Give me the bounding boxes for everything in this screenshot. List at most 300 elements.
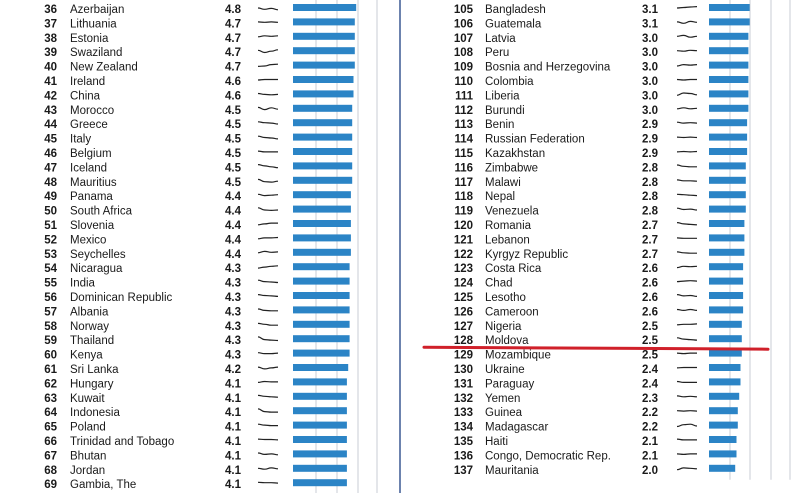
- rank-label: 69: [44, 479, 57, 492]
- score-label: 2.9: [642, 119, 658, 132]
- country-label: Italy: [70, 133, 92, 146]
- score-label: 2.7: [642, 220, 658, 232]
- score-bar: [709, 263, 743, 270]
- score-label: 2.2: [642, 407, 658, 420]
- score-label: 2.8: [642, 191, 658, 204]
- score-bar: [293, 249, 351, 256]
- rank-label: 49: [44, 191, 57, 204]
- score-label: 3.0: [642, 90, 658, 103]
- score-label: 4.1: [225, 464, 241, 477]
- trend-sparkline: [258, 80, 278, 81]
- score-bar: [293, 465, 347, 472]
- trend-sparkline: [677, 454, 697, 455]
- score-label: 4.3: [225, 306, 241, 319]
- country-label: Estonia: [70, 32, 109, 45]
- score-bar: [709, 422, 738, 429]
- score-bar: [709, 62, 748, 69]
- country-label: Congo, Democratic Rep.: [485, 450, 611, 463]
- score-label: 2.4: [642, 378, 658, 391]
- country-label: Belgium: [70, 148, 112, 160]
- rank-label: 38: [44, 32, 57, 45]
- score-label: 3.1: [642, 4, 658, 16]
- country-label: Ukraine: [485, 364, 525, 376]
- score-bar: [709, 350, 742, 357]
- score-label: 2.1: [642, 436, 658, 448]
- trend-sparkline: [677, 194, 697, 195]
- score-bar: [293, 90, 354, 97]
- score-bar: [293, 306, 350, 313]
- score-label: 3.0: [642, 76, 658, 88]
- rank-label: 117: [454, 176, 473, 189]
- score-bar: [293, 62, 355, 69]
- trend-sparkline: [258, 94, 278, 95]
- score-bar: [709, 191, 746, 198]
- trend-sparkline: [677, 35, 697, 37]
- rank-label: 109: [453, 61, 473, 74]
- rank-label: 114: [454, 133, 473, 146]
- score-label: 2.2: [642, 421, 658, 434]
- country-label: Cameroon: [485, 306, 539, 319]
- trend-sparkline: [258, 8, 278, 10]
- score-bar: [293, 76, 354, 83]
- rank-label: 48: [44, 176, 57, 189]
- trend-sparkline: [677, 108, 697, 109]
- rank-label: 124: [453, 277, 473, 290]
- rank-label: 127: [453, 320, 473, 333]
- score-bar: [293, 206, 351, 213]
- score-label: 4.4: [225, 205, 241, 218]
- rank-label: 137: [453, 464, 473, 477]
- score-bar: [709, 393, 739, 400]
- rank-label: 107: [453, 32, 473, 45]
- score-label: 4.3: [225, 292, 241, 304]
- rank-label: 44: [44, 119, 57, 132]
- score-bar: [293, 335, 350, 342]
- rank-label: 39: [44, 47, 57, 60]
- trend-sparkline: [677, 382, 697, 383]
- score-bar: [293, 18, 355, 25]
- score-bar: [709, 278, 743, 285]
- trend-sparkline: [258, 482, 278, 483]
- score-bar: [293, 450, 347, 457]
- country-label: Nigeria: [485, 320, 522, 333]
- score-label: 4.4: [225, 234, 241, 247]
- rank-label: 125: [453, 292, 473, 304]
- rank-label: 67: [44, 450, 57, 463]
- score-bar: [293, 4, 356, 11]
- score-label: 4.7: [225, 47, 241, 60]
- trend-sparkline: [677, 50, 697, 51]
- score-bar: [709, 450, 737, 457]
- rank-label: 53: [44, 248, 57, 261]
- country-label: Bhutan: [70, 450, 107, 463]
- country-label: Mozambique: [485, 349, 551, 362]
- trend-sparkline: [258, 353, 278, 354]
- country-label: Lesotho: [485, 292, 526, 304]
- score-label: 4.5: [225, 148, 241, 160]
- score-bar: [709, 220, 744, 227]
- trend-sparkline: [258, 36, 278, 37]
- country-label: Swaziland: [70, 47, 123, 60]
- score-bar: [293, 119, 352, 126]
- trend-sparkline: [677, 21, 697, 23]
- score-bar: [709, 321, 742, 328]
- country-label: Thailand: [70, 335, 115, 348]
- country-label: Mauritania: [485, 464, 539, 477]
- country-label: China: [70, 90, 101, 103]
- score-label: 2.4: [642, 364, 658, 376]
- score-bar: [293, 422, 347, 429]
- rank-label: 55: [44, 277, 57, 290]
- rank-label: 112: [454, 104, 473, 117]
- score-label: 4.1: [225, 378, 241, 391]
- trend-sparkline: [677, 424, 697, 426]
- rank-label: 120: [453, 220, 473, 232]
- score-bar: [709, 162, 746, 169]
- country-label: Dominican Republic: [70, 292, 173, 304]
- score-bar: [709, 407, 738, 414]
- trend-sparkline: [258, 395, 278, 397]
- rank-label: 59: [44, 335, 57, 348]
- trend-sparkline: [258, 251, 278, 252]
- rank-label: 129: [453, 349, 473, 362]
- country-label: Malawi: [485, 176, 521, 189]
- trend-sparkline: [258, 151, 278, 152]
- country-label: Liberia: [485, 90, 520, 103]
- score-label: 3.1: [642, 18, 658, 31]
- score-bar: [293, 263, 350, 270]
- rank-label: 108: [453, 47, 473, 60]
- score-label: 2.8: [642, 205, 658, 218]
- country-label: Guatemala: [485, 18, 542, 31]
- score-bar: [293, 47, 355, 54]
- country-label: Romania: [485, 220, 532, 232]
- score-bar: [709, 18, 750, 25]
- score-bar: [293, 33, 355, 40]
- rank-label: 57: [44, 306, 57, 319]
- rank-label: 118: [454, 191, 473, 204]
- rank-label: 60: [44, 349, 57, 362]
- trend-sparkline: [258, 223, 278, 225]
- trend-sparkline: [677, 208, 697, 210]
- score-label: 4.4: [225, 191, 241, 204]
- country-label: Zimbabwe: [485, 162, 539, 175]
- country-label: Jordan: [70, 464, 106, 477]
- country-label: India: [70, 277, 95, 290]
- country-label: Mexico: [70, 234, 107, 247]
- country-label: Venezuela: [485, 205, 539, 218]
- trend-sparkline: [258, 323, 278, 325]
- trend-sparkline: [677, 468, 697, 470]
- score-bar: [709, 378, 741, 385]
- country-label: Slovenia: [70, 220, 115, 232]
- country-label: Panama: [70, 191, 113, 204]
- trend-sparkline: [677, 266, 697, 267]
- country-label: Bosnia and Herzegovina: [485, 61, 611, 74]
- score-label: 4.1: [225, 450, 241, 463]
- score-bar: [293, 393, 347, 400]
- country-label: Norway: [70, 320, 109, 333]
- score-bar: [709, 292, 743, 299]
- score-label: 4.8: [225, 4, 241, 16]
- rank-label: 37: [44, 18, 57, 31]
- score-label: 2.3: [642, 392, 658, 405]
- trend-sparkline: [677, 353, 697, 354]
- country-label: Lithuania: [70, 18, 117, 31]
- score-bar: [709, 119, 747, 126]
- rank-label: 68: [44, 464, 57, 477]
- score-bar: [709, 105, 748, 112]
- trend-sparkline: [677, 439, 697, 440]
- country-label: Bangladesh: [485, 4, 546, 16]
- trend-sparkline: [258, 122, 278, 124]
- trend-sparkline: [677, 80, 697, 81]
- country-label: Russian Federation: [485, 133, 585, 146]
- rank-label: 126: [453, 306, 473, 319]
- score-label: 4.1: [225, 479, 241, 492]
- rank-label: 131: [453, 378, 473, 391]
- score-label: 2.9: [642, 133, 658, 146]
- score-bar: [293, 436, 347, 443]
- trend-sparkline: [677, 281, 697, 282]
- country-label: Azerbaijan: [70, 4, 125, 16]
- country-label: Seychelles: [70, 248, 126, 261]
- score-label: 4.5: [225, 104, 241, 117]
- score-bar: [709, 134, 747, 141]
- trend-sparkline: [258, 266, 278, 268]
- score-bar: [709, 148, 747, 155]
- trend-sparkline: [258, 64, 278, 66]
- score-bar: [709, 47, 748, 54]
- score-label: 2.8: [642, 162, 658, 175]
- score-bar: [709, 249, 744, 256]
- score-bar: [709, 234, 744, 241]
- country-label: Burundi: [485, 104, 525, 117]
- rank-label: 42: [44, 90, 57, 103]
- country-label: Latvia: [485, 32, 516, 45]
- country-label: Hungary: [70, 378, 114, 391]
- rank-label: 113: [454, 119, 473, 132]
- rank-label: 132: [453, 392, 473, 405]
- country-label: Chad: [485, 277, 513, 290]
- score-bar: [709, 177, 746, 184]
- score-bar: [293, 148, 352, 155]
- score-bar: [709, 364, 741, 371]
- country-label: Lebanon: [485, 234, 530, 247]
- score-bar: [293, 479, 347, 486]
- country-label: Madagascar: [485, 421, 549, 434]
- trend-sparkline: [258, 165, 278, 168]
- score-bar: [293, 105, 352, 112]
- rank-label: 136: [453, 450, 473, 463]
- rank-label: 121: [453, 234, 473, 247]
- trend-sparkline: [258, 280, 278, 282]
- country-label: Gambia, The: [70, 479, 137, 492]
- rank-label: 119: [454, 205, 473, 218]
- score-label: 2.0: [642, 464, 658, 477]
- score-bar: [709, 33, 748, 40]
- score-label: 2.1: [642, 450, 658, 463]
- score-label: 4.5: [225, 133, 241, 146]
- rank-label: 50: [44, 205, 57, 218]
- country-label: Nepal: [485, 191, 516, 204]
- country-label: Morocco: [70, 104, 115, 117]
- country-label: Colombia: [485, 76, 534, 88]
- score-bar: [709, 76, 748, 83]
- score-label: 4.7: [225, 32, 241, 45]
- score-bar: [293, 350, 350, 357]
- rank-label: 106: [453, 18, 473, 31]
- country-label: South Africa: [70, 205, 133, 218]
- trend-sparkline: [677, 165, 697, 167]
- rank-label: 128: [453, 335, 473, 348]
- score-bar: [293, 177, 352, 184]
- score-label: 4.5: [225, 176, 241, 189]
- score-label: 2.5: [642, 335, 658, 348]
- score-label: 4.3: [225, 349, 241, 362]
- score-label: 2.7: [642, 248, 658, 261]
- score-label: 4.2: [225, 364, 241, 376]
- score-label: 4.3: [225, 320, 241, 333]
- trend-sparkline: [258, 337, 278, 341]
- trend-sparkline: [677, 180, 697, 181]
- score-bar: [709, 206, 746, 213]
- country-label: Sri Lanka: [70, 364, 119, 376]
- score-bar: [293, 407, 347, 414]
- score-label: 2.5: [642, 320, 658, 333]
- rank-label: 63: [44, 392, 57, 405]
- score-label: 4.3: [225, 263, 241, 276]
- score-label: 4.5: [225, 162, 241, 175]
- score-label: 2.6: [642, 306, 658, 319]
- score-label: 4.1: [225, 436, 241, 448]
- trend-sparkline: [677, 122, 697, 123]
- rank-label: 54: [44, 263, 57, 276]
- trend-sparkline: [258, 136, 278, 139]
- score-bar: [293, 364, 348, 371]
- country-label: Kuwait: [70, 392, 105, 405]
- rank-label: 122: [453, 248, 473, 261]
- trend-sparkline: [258, 295, 278, 297]
- rank-label: 47: [44, 162, 57, 175]
- trend-sparkline: [258, 238, 278, 239]
- country-label: Yemen: [485, 392, 521, 405]
- rank-label: 52: [44, 234, 57, 247]
- trend-sparkline: [677, 7, 697, 8]
- country-label: Albania: [70, 306, 109, 319]
- trend-sparkline: [258, 453, 278, 455]
- rank-label: 66: [44, 436, 57, 448]
- country-label: Haiti: [485, 436, 509, 448]
- score-bar: [293, 378, 347, 385]
- rank-label: 58: [44, 320, 57, 333]
- score-bar: [709, 90, 748, 97]
- trend-sparkline: [258, 409, 278, 412]
- trend-sparkline: [258, 367, 278, 369]
- score-label: 3.0: [642, 47, 658, 60]
- score-bar: [709, 436, 737, 443]
- rank-label: 65: [44, 421, 57, 434]
- score-label: 2.6: [642, 263, 658, 276]
- score-label: 4.6: [225, 76, 241, 88]
- trend-sparkline: [258, 194, 278, 195]
- score-bar: [293, 191, 351, 198]
- score-label: 3.0: [642, 32, 658, 45]
- score-label: 2.9: [642, 148, 658, 160]
- trend-sparkline: [677, 252, 697, 253]
- trend-sparkline: [677, 396, 697, 397]
- score-bar: [293, 162, 352, 169]
- rank-label: 115: [454, 148, 473, 160]
- country-label: Kyrgyz Republic: [485, 248, 569, 261]
- score-label: 4.3: [225, 335, 241, 348]
- score-bar: [293, 234, 351, 241]
- country-label: Nicaragua: [70, 263, 123, 276]
- trend-sparkline: [677, 223, 697, 225]
- rank-label: 116: [454, 162, 473, 175]
- country-label: Costa Rica: [485, 263, 542, 276]
- rank-label: 36: [44, 4, 57, 16]
- score-bar: [293, 321, 350, 328]
- trend-sparkline: [258, 107, 278, 109]
- score-label: 2.8: [642, 176, 658, 189]
- trend-sparkline: [677, 324, 697, 325]
- score-bar: [293, 278, 350, 285]
- score-label: 2.6: [642, 292, 658, 304]
- rank-label: 111: [455, 90, 473, 103]
- trend-sparkline: [258, 309, 278, 311]
- score-label: 3.0: [642, 104, 658, 117]
- country-label: Ireland: [70, 76, 106, 88]
- highlight-line: [424, 347, 768, 349]
- trend-sparkline: [258, 179, 278, 182]
- country-label: Poland: [70, 421, 106, 434]
- rank-label: 41: [44, 76, 57, 88]
- country-label: Mauritius: [70, 176, 117, 189]
- score-label: 4.1: [225, 421, 241, 434]
- country-label: Trinidad and Tobago: [70, 436, 175, 448]
- rank-label: 61: [44, 364, 57, 376]
- score-label: 4.1: [225, 407, 241, 420]
- rank-label: 135: [453, 436, 473, 448]
- rank-label: 43: [44, 104, 57, 117]
- trend-sparkline: [677, 338, 697, 340]
- score-label: 2.5: [642, 349, 658, 362]
- rank-label: 45: [44, 133, 57, 146]
- score-label: 2.7: [642, 234, 658, 247]
- rank-label: 133: [453, 407, 473, 420]
- trend-sparkline: [258, 382, 278, 383]
- score-label: 4.4: [225, 220, 241, 232]
- score-label: 3.0: [642, 61, 658, 74]
- score-bar: [709, 306, 743, 313]
- rank-label: 46: [44, 148, 57, 160]
- country-label: Iceland: [70, 162, 108, 175]
- country-label: Benin: [485, 119, 515, 132]
- country-label: Paraguay: [485, 378, 535, 391]
- rank-label: 62: [44, 378, 57, 391]
- country-label: Guinea: [485, 407, 523, 420]
- rank-label: 56: [44, 292, 57, 304]
- score-label: 4.4: [225, 248, 241, 261]
- country-label: Peru: [485, 47, 510, 60]
- score-bar: [709, 4, 750, 11]
- score-bar: [293, 134, 352, 141]
- country-label: Indonesia: [70, 407, 120, 420]
- rank-label: 51: [44, 220, 57, 232]
- trend-sparkline: [258, 468, 278, 469]
- score-bar: [293, 292, 350, 299]
